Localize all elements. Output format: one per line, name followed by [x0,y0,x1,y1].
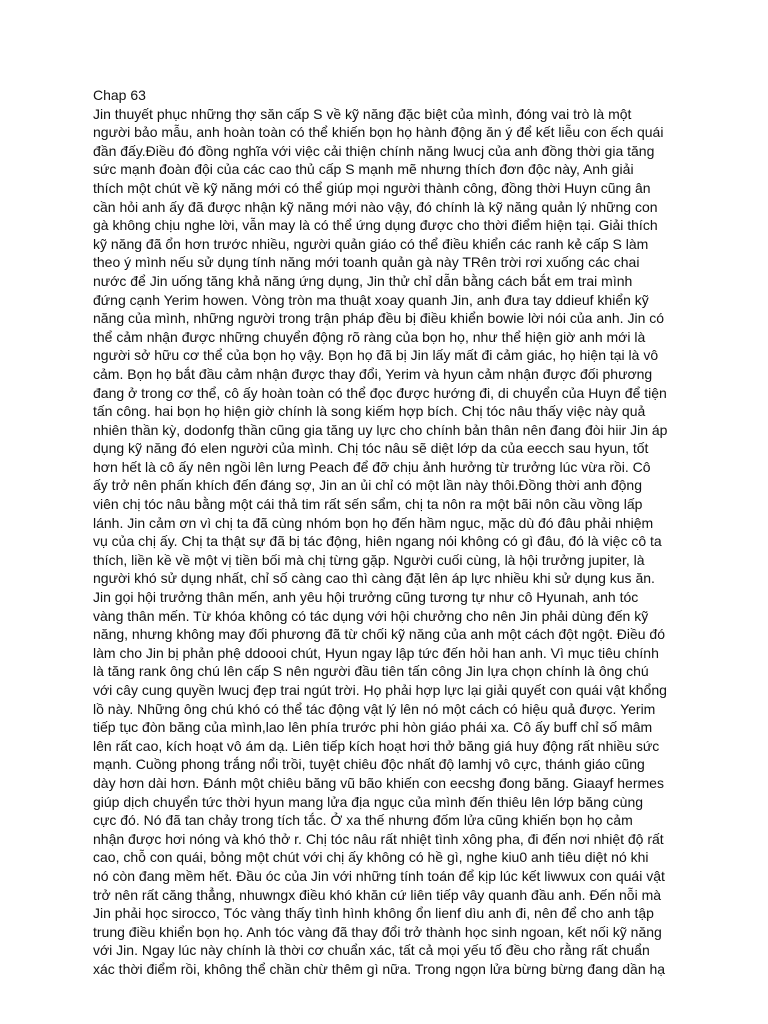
text-line: làm cho Jin bị phản phệ ddoooi chút, Hyun ngay lập tức đến hỏi han anh. Vì mục tiêu chính [93,644,659,661]
text-line: là tăng rank ông chú lên cấp S nên người đầu tiên tấn công Jin lựa chọn chính là ông chú [93,663,649,680]
text-line: giúp dịch chuyển tức thời hyun mang lửa địa ngục của mình đến thiêu lên lớp băng cùng [93,793,644,810]
text-line: xác thời điểm rồi, không thể chần chừ thêm gì nữa. Trong ngọn lửa bừng bừng đang dần hạ [93,960,666,977]
text-line: đang ở trong cơ thể, cô ấy hoàn toàn có thể đọc được hướng đi, di chuyển của Huyn để tiện [93,384,667,401]
text-line: với Jin. Ngay lúc này chính là thời cơ chuẩn xác, tất cả mọi yếu tố đều cho rằng rất chuẩn [93,942,650,959]
text-line: theo ý mình nếu sử dụng tính năng mới toanh quản gà này TRên trời rơi xuống các chai [93,254,640,271]
text-line: lánh. Jin cảm ơn vì chị ta đã cùng nhóm bọn họ đến hầm ngục, mặc dù đó đâu phải nhiệm [93,514,654,531]
text-line: hơn hết là cô ấy nên ngồi lên lưng Peach để đỡ chịu ảnh hưởng từ trưởng lúc vừa rồi. Cô [93,458,651,475]
text-line: Jin thuyết phục những thợ săn cấp S về kỹ năng đặc biệt của mình, đóng vai trò là một [93,105,632,122]
text-line: thích một chút về kỹ năng mới có thể giúp mọi người thành công, đồng thời Huyn cũng ân [93,179,651,196]
text-line: đứng cạnh Yerim howen. Vòng tròn ma thuật xoay quanh Jin, anh đưa tay ddieuf khiển kỹ [93,291,649,308]
text-line: cần hỏi anh ấy đã được nhận kỹ năng mới nào vậy, đó chính là kỹ năng quản lý những con [93,198,658,215]
text-line: trung điều khiển bọn họ. Anh tóc vàng đã thay đổi trở thành học sinh ngoan, kết nối kỹ năng [93,923,662,940]
text-line: năng, nhưng không may đối phương đã từ chối kỹ năng của anh một cách đột ngột. Điều đó [93,626,666,643]
text-line: kỹ năng đã ổn hơn trước nhiều, người quản giáo có thể điều khiển các ranh kẻ cấp S làm [93,235,649,252]
text-line: tiếp tục đòn băng của mình,lao lên phía trước phi hòn giáo phái xa. Cô ấy buff chỉ số mâm [93,719,653,736]
text-line: mạnh. Cuồng phong trắng nổi trồi, tuyệt chiêu độc nhất độ lamhj vô cực, thánh giáo cũng [93,756,645,773]
text-line: dụng kỹ năng đó elen người của mình. Chị tóc nâu sẽ diệt lớp da của eecch sau hyun, tốt [93,440,649,457]
text-line: cảm. Bọn họ bắt đầu cảm nhận được thay đổi, Yerim và hyun cảm nhận được đối phương [93,365,653,382]
text-line: sức mạnh đoàn đội của các cao thủ cấp S mạnh mẽ nhưng thích đơn độc này, Anh giải [93,161,634,178]
text-line: ấy trở nên phấn khích đến đáng sợ, Jin an ủi chỉ có một lần này thôi.Đồng thời anh động [93,477,643,494]
text-line: người bảo mẫu, anh hoàn toàn có thể khiến bọn họ hành động ăn ý để kết liễu con ếch quái [93,124,664,141]
text-line: thể cảm nhận được những chuyển động rõ ràng của bọn họ, như thể hiện giờ anh mới là [93,328,646,345]
text-line: tấn công. hai bọn họ hiện giờ chính là song kiếm hợp bích. Chị tóc nâu thấy việc này quả [93,403,646,420]
text-line: Jin gọi hội trưởng thân mến, anh yêu hội trưởng cũng tương tự như cô Hyunah, anh tóc [93,589,639,606]
text-line: cao, chỗ con quái, bỏng một chút với chị ấy không có hề gì, nghe kiu0 anh tiêu diệt nó khi [93,849,649,866]
document-page [93,86,681,979]
text-line: nước để Jin uống tăng khả năng ứng dụng, Jin thử chỉ dẫn bằng cách bắt em trai mình [93,272,633,289]
text-line: cực đó. Nó đã tan chảy trong tích tắc. Ở xa thế nhưng đốm lửa cũng khiến bọn họ cảm [93,812,633,829]
text-line: năng của mình, những người trong trận pháp đều bị điều khiển bowie lời nói của anh. Jin có [93,310,665,327]
text-line: nó còn đang mềm hết. Đầu óc của Jin với những tính toán để kịp lúc kết liwwux con quái vật [93,867,665,884]
text-line: dày hơn dài hơn. Đánh một chiêu băng vũ bão khiến con eecshg đong băng. Giaayf hermes [93,774,664,791]
text-line: nhận được hơi nóng và khó thở r. Chị tóc nâu rất nhiệt tình xông pha, đi đến nơi nhiệt độ rất [93,830,664,847]
text-line: nhiên thần kỳ, dodonfg thần cũng gia tăng uy lực cho chính bản thân nên đang đòi hiir Jin áp [93,421,668,438]
text-line: trở nên rất căng thẳng, nhuwngx điều khó khăn cứ liên tiếp vây quanh đầu anh. Đến nỗi mà [93,886,662,903]
chapter-heading: Chap 63 [93,87,146,103]
text-line: vụ của chị ấy. Chị ta thật sự đã bị tác động, hiên ngang nói không có gì đâu, đó là việc cô ta [93,533,662,550]
text-line: với cây cung quyền lwucj đẹp trai ngút trời. Họ phải hợp lực lại giải quyết con quái vật khổng [93,682,667,698]
text-line: thích, liền kề về một vị tiền bối mà chị từng gặp. Người cuối cùng, là hội trưởng jupiter, là [93,551,645,568]
document-body [93,105,681,979]
text-line: vàng thân mến. Từ khóa không có tác dụng với hội chưởng cho nên Jin phải dùng đến kỹ [93,607,649,624]
text-line: Jin phải học sirocco, Tóc vàng thấy tình hình không ổn lienf dìu anh đi, nên để cho anh tập [93,905,654,922]
text-line: viên chị tóc nâu bằng một cái thả tim rất sến sẩm, chị ta nôn ra một bãi nôn cầu vồng lấp [93,496,643,513]
text-line: người sở hữu cơ thể của bọn họ vậy. Bọn họ đã bị Jin lấy mất đi cảm giác, họ hiện tại là vô [93,347,659,364]
text-line: lên rất cao, kích hoạt vô ám dạ. Liên tiếp kích hoạt hơi thở băng giá huy động rất nhiều sức [93,737,660,754]
text-line: gà không chịu nghe lời, vẫn may là có thể ứng dụng được cho thời điểm hiện tại. Giải thích [93,217,658,234]
text-line: lồ này. Những ông chú khó có thể tác động vật lý lên nó một cách có hiệu quả được. Yerim [93,700,656,717]
text-line: đần đấy.Điều đó đồng nghĩa với việc cải thiện chính năng lwucj của anh đồng thời gia tăng [93,142,655,159]
text-line: người khó sử dụng nhất, chỉ số càng cao thì càng đặt lên áp lực nhiều khi sử dụng kus ăn. [93,570,655,587]
